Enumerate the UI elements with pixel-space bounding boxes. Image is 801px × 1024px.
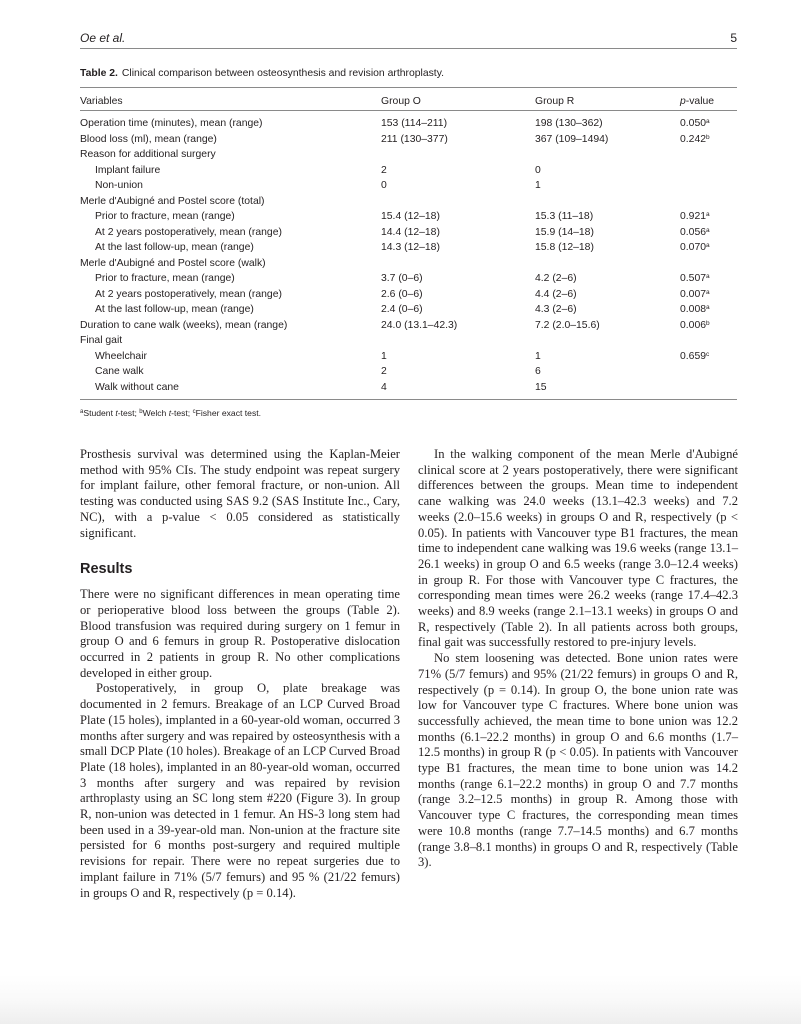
table-row (80, 333, 737, 349)
left-column (80, 447, 400, 901)
cell-group-r: 4.4 (2–6) (535, 288, 577, 300)
cell-variable: Merle d'Aubigné and Postel score (walk) (80, 257, 266, 269)
cell-variable: At the last follow-up, mean (range) (95, 242, 254, 253)
table-header-row (80, 94, 737, 110)
cell-group-o: 4 (381, 381, 387, 393)
data-table (80, 94, 737, 395)
p-value-footnote-mark: a (706, 211, 710, 218)
cell-group-o: 14.4 (12–18) (381, 226, 440, 238)
cell-variable: Cane walk (95, 366, 144, 377)
footnote-mark: c (192, 409, 196, 415)
table-footnote (80, 408, 261, 418)
table-row (80, 178, 737, 194)
footnote-text: -test; (171, 408, 193, 418)
cell-group-o: 24.0 (13.1–42.3) (381, 319, 458, 331)
cell-p-value: 0.070$^a$ (680, 242, 710, 253)
cell-p-value: 0.006$^b$ (680, 319, 710, 331)
cell-variable: At 2 years postoperatively, mean (range) (95, 226, 282, 238)
header-p-rest: -value (685, 96, 715, 107)
table-row (80, 364, 737, 380)
footnote-text: -test; (117, 408, 140, 418)
table-row (80, 240, 737, 256)
footnote-text: Student (83, 408, 116, 418)
results-heading: Results (80, 561, 133, 578)
cell-group-r: 4.2 (2–6) (535, 273, 577, 284)
cell-p-value: 0.050$^a$ (680, 118, 710, 129)
cell-variable: Final gait (80, 335, 123, 346)
footnote-italic: t (168, 408, 172, 418)
p-value-footnote-mark: a (706, 226, 710, 234)
cell-variable: Operation time (minutes), mean (range) (80, 118, 263, 129)
table-row (80, 287, 737, 303)
results-paragraph-3: In the walking component of the mean Merle d'Aubigné clinical score at 2 years postoperatively, there were significant differences between the groups. Mean time to independent cane walking was 24.0 weeks (13.1–42.3 weeks) and 7.2 weeks (2.0–15.6 weeks) in groups O and R, respectively (p < 0.05). In patients with Vancouver type B1 fractures, the mean time to independent cane walking was 19.6 weeks (range 13.1–26.1 weeks) in group O and 6.5 weeks (range 3.0–12.4 weeks) in group R. For those with Vancouver type C fractures, the corresponding mean times were 26.2 weeks (range 17.4–42.3 weeks) and 8.9 weeks (range 2.1–13.1 weeks) in groups O and R, respectively (Table 2). In all patients across both groups, final gait was successfully restored to pre-injury levels. (418, 447, 738, 650)
header-p-italic: p (680, 96, 686, 107)
p-value-footnote-mark: b (706, 319, 710, 327)
header-group-r: Group R (535, 96, 575, 107)
cell-variable: Duration to cane walk (weeks), mean (range) (80, 319, 288, 331)
cell-p-value: 0.008$^a$ (680, 304, 710, 315)
cell-variable: Prior to fracture, mean (range) (95, 273, 235, 284)
table-row (80, 318, 737, 334)
cell-group-o: 2.4 (0–6) (381, 304, 423, 315)
table-row (80, 132, 737, 148)
results-paragraph-1: There were no significant differences in mean operating time or perioperative blood loss between the groups (Table 2). Blood transfusion was required during surgery on 1 femur in group O and 6 femurs in group R. Postoperative dislocation occurred in 2 patients in group R. No other complications developed in either group. (80, 587, 400, 680)
cell-group-o: 2 (381, 164, 387, 176)
table-top-rule (80, 87, 737, 88)
cell-group-o: 2.6 (0–6) (381, 288, 423, 300)
table-row (80, 147, 737, 163)
cell-group-r: 4.3 (2–6) (535, 304, 577, 315)
table-row (80, 302, 737, 318)
p-value-footnote-mark: a (706, 242, 710, 249)
table-caption-text: Clinical comparison between osteosynthesis and revision arthroplasty. (121, 68, 445, 79)
table-label: Table 2. (80, 68, 118, 79)
table-row (80, 163, 737, 179)
cell-group-o: 0 (381, 180, 387, 191)
p-value-footnote-mark: a (706, 288, 710, 296)
results-paragraph-4: No stem loosening was detected. Bone union rates were 71% (5/7 femurs) and 95% (21/22 femurs) in groups O and R, respectively (p = 0.14). In group O, the bone union rate was low for Vancouver type C fractures. Where bone union was successfully achieved, the mean time to bone union was 12.2 months (6.1–22.2 months) in group O and 6.6 months (1.7–12.5 months) in group R (p < 0.05). In patients with Vancouver type B1 fractures, the mean time to bone union was 14.2 months (range 6.1–22.2 months) in group O and 7.7 months (range 3.2–12.5 months) in group R. Among those with Vancouver type C fractures, the corresponding mean times were 10.8 months (range 7.7–14.5 months) and 6.7 months (range 3.8–8.1 months) in groups O and R, respectively (Table 3). (418, 651, 738, 870)
header-group-o: Group O (381, 96, 421, 107)
cell-variable: At 2 years postoperatively, mean (range) (95, 288, 282, 300)
table-body (80, 116, 737, 395)
cell-group-r: 15.8 (12–18) (535, 242, 594, 253)
header-variables: Variables (80, 96, 123, 107)
right-column (418, 447, 738, 871)
footnote-italic: t (115, 408, 118, 418)
cell-variable: Prior to fracture, mean (range) (95, 211, 235, 222)
cell-p-value: 0.659$^c$ (680, 350, 710, 362)
cell-variable: Walk without cane (95, 381, 179, 393)
table-row (80, 271, 737, 287)
running-head-authors: Oe et al. (80, 31, 126, 45)
cell-group-r: 7.2 (2.0–15.6) (535, 319, 600, 331)
p-value-footnote-mark: c (706, 350, 710, 358)
cell-variable: Merle d'Aubigné and Postel score (total) (80, 195, 265, 207)
table-bottom-rule (80, 399, 737, 400)
table-caption (80, 68, 737, 79)
table-row (80, 256, 737, 272)
cell-group-o: 211 (130–377) (381, 133, 448, 145)
cell-p-value: 0.921$^a$ (680, 211, 710, 222)
cell-variable: Non-union (95, 180, 143, 191)
cell-group-r: 198 (130–362) (535, 118, 603, 129)
cell-group-o: 15.4 (12–18) (381, 211, 440, 222)
cell-group-r: 367 (109–1494) (535, 133, 609, 145)
cell-p-value: 0.507$^a$ (680, 273, 710, 284)
cell-group-r: 15 (535, 381, 547, 393)
p-value-footnote-mark: b (706, 133, 710, 141)
cell-group-o: 1 (381, 350, 387, 362)
cell-variable: At the last follow-up, mean (range) (95, 304, 254, 315)
cell-variable: Blood loss (ml), mean (range) (80, 133, 217, 145)
page-number: 5 (730, 31, 737, 45)
footnote-text: Welch (142, 408, 169, 418)
results-paragraph-2: Postoperatively, in group O, plate breakage was documented in 2 femurs. Breakage of an LCP Curved Broad Plate (15 holes), implanted in a 60-year-old woman, occurred 3 months after surgery and was repaired by osteosynthesis with a small DCP Plate (10 holes). Breakage of an LCP Curved Broad Plate (18 holes), implanted in an 80-year-old woman, occurred 3 months after surgery and was repaired by revision arthroplasty using an SC long stem #220 (Figure 3). In group R, non-union was detected in 1 femur. An HS-3 long stem had been used in a 39-year-old man. Non-union at the fracture site persisted for 6 months post-surgery and required multiple revisions for repair. There were no repeat surgeries due to implant failure in 71% (5/7 femurs) and 95 % (21/22 femurs) in groups O and R, respectively (p = 0.14). (80, 681, 400, 900)
cell-group-o: 14.3 (12–18) (381, 242, 440, 253)
running-head (80, 31, 737, 45)
table-row (80, 116, 737, 132)
p-value-footnote-mark: a (706, 273, 710, 280)
cell-group-o: 2 (381, 366, 387, 377)
cell-group-r: 0 (535, 164, 541, 176)
table-row (80, 349, 737, 365)
header-p-value (680, 94, 714, 110)
cell-p-value: 0.056$^a$ (680, 226, 710, 238)
cell-variable: Implant failure (95, 164, 161, 176)
cell-group-r: 6 (535, 366, 541, 377)
cell-group-r: 1 (535, 180, 541, 191)
cell-p-value: 0.007$^a$ (680, 288, 710, 300)
cell-group-o: 153 (114–211) (381, 118, 448, 129)
cell-group-o: 3.7 (0–6) (381, 273, 423, 284)
cell-group-r: 1 (535, 350, 541, 362)
methods-paragraph: Prosthesis survival was determined using the Kaplan-Meier method with 95% CIs. The study endpoint was repeat surgery for implant failure, other femoral fracture, or non-union. All testing was conducted using SAS 9.2 (SAS Institute Inc., Cary, NC), with a p-value < 0.05 considered as statistically significant. (80, 447, 400, 540)
footnote-mark: b (139, 409, 143, 415)
table-row (80, 194, 737, 210)
footnote-mark: a (80, 409, 84, 415)
table-row (80, 225, 737, 241)
cell-group-r: 15.9 (14–18) (535, 226, 594, 238)
p-value-footnote-mark: a (706, 304, 710, 311)
cell-group-r: 15.3 (11–18) (535, 211, 594, 222)
footnote-text: Fisher exact test. (195, 408, 262, 418)
cell-p-value: 0.242$^b$ (680, 133, 710, 145)
table-row (80, 209, 737, 225)
header-rule (80, 48, 737, 49)
cell-variable: Reason for additional surgery (80, 149, 216, 160)
table-row (80, 380, 737, 396)
p-value-footnote-mark: a (706, 118, 710, 125)
cell-variable: Wheelchair (95, 350, 147, 362)
